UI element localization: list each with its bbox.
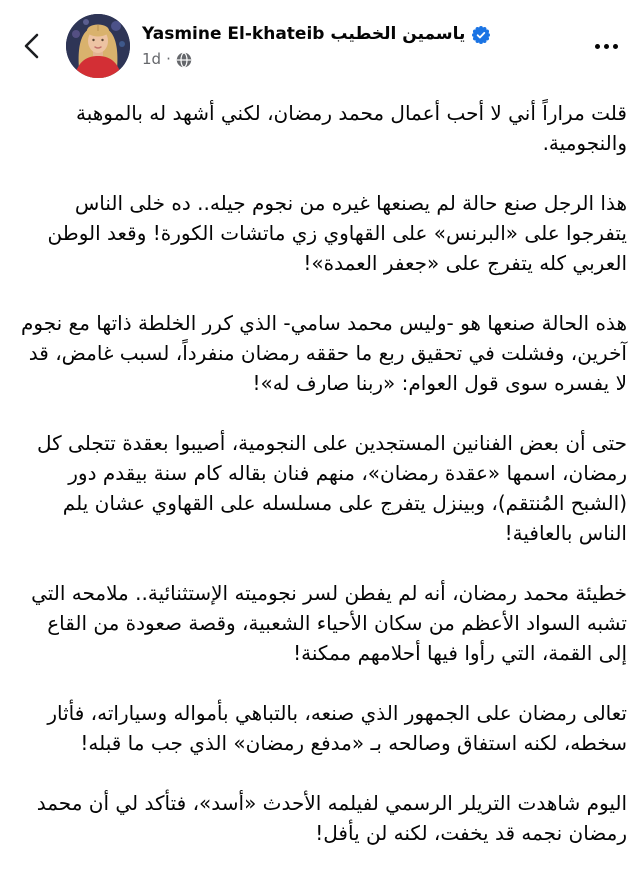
more-options-button[interactable] <box>593 34 620 59</box>
dot <box>595 44 600 49</box>
post-meta <box>142 50 491 69</box>
post-paragraph: هذه الحالة صنعها هو -وليس محمد سامي- الذي كرر الخلطة ذاتها مع نجوم آخرين، وفشلت في تحقيق ربع ما حققه رمضان منفرداً، لسبب غامض، قد لا يفسره سوى قول العوام: «ربنا صارف له»! <box>21 311 627 395</box>
verified-badge-icon <box>471 25 491 45</box>
post-content <box>0 90 640 868</box>
name-row <box>142 23 491 46</box>
profile-photo <box>66 14 130 78</box>
back-button[interactable] <box>14 28 50 64</box>
post-paragraph: اليوم شاهدت التريلر الرسمي لفيلمه الأحدث «أسد»، فتأكد لي أن محمد رمضان نجمه قد يخفت، لكنه لن يأفل! <box>36 791 627 845</box>
dot <box>604 44 609 49</box>
post-paragraph: تعالى رمضان على الجمهور الذي صنعه، بالتباهي بأمواله وسياراته، فأثار سخطه، لكنه استفاق وصالحه بـ «مدفع رمضان» الذي جب ما قبله! <box>47 701 627 755</box>
post-paragraph: حتى أن بعض الفنانين المستجدين على النجومية، أصيبوا بعقدة تتجلى كل رمضان، اسمها «عقدة رمضان»، منهم فنان بقاله كام سنة بيقدم دور (الشبح المُنتقم)، وبينزل يتفرج على مسلسله على القهاوي عشان يلم الناس بالعافية! <box>37 431 627 545</box>
post-header <box>0 0 640 90</box>
post-paragraph: قلت مراراً أني لا أحب أعمال محمد رمضان، لكني أشهد له بالموهبة والنجومية. <box>76 101 627 155</box>
dot <box>613 44 618 49</box>
chevron-left-icon <box>19 31 45 61</box>
globe-icon <box>176 52 192 68</box>
profile-name[interactable]: Yasmine El-khateib ياسمين الخطيب <box>142 24 466 44</box>
post-paragraph: خطيئة محمد رمضان، أنه لم يفطن لسر نجوميته الإستثنائية.. ملامحه التي تشبه السواد الأعظم من سكان الأحياء الشعبية، وقصة صعودة من القاع إلى القمة، التي رأوا فيها أحلامهم ممكنة! <box>31 581 627 665</box>
meta-separator: · <box>166 50 171 68</box>
header-text-block <box>142 23 491 69</box>
timestamp[interactable]: 1d <box>142 50 162 68</box>
post-paragraph: هذا الرجل صنع حالة لم يصنعها غيره من نجوم جيله.. ده خلى الناس يتفرجوا على «البرنس» على القهاوي زي ماتشات الكورة! وقعد الوطن العربي كله يتفرج على «جعفر العمدة»! <box>47 191 627 275</box>
avatar[interactable] <box>66 14 130 78</box>
